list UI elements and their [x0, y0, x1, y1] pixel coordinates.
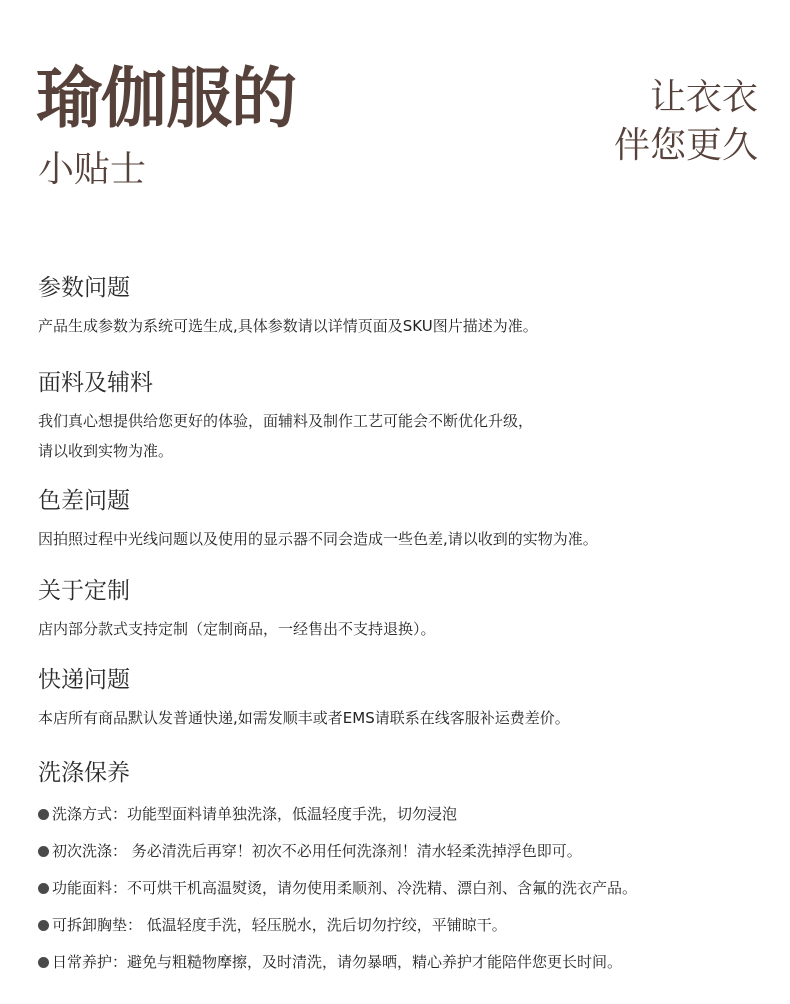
bullet-icon	[38, 920, 49, 931]
section-text: 我们真心想提供给您更好的体验，面辅料及制作工艺可能会不断优化升级，	[38, 412, 534, 430]
slogan-line-1: 让衣衣	[649, 77, 758, 118]
section-heading: 洗涤保养	[38, 760, 130, 786]
bullet-icon	[38, 846, 49, 857]
section-text: 产品生成参数为系统可选生成,具体参数请以详情页面及SKU图片描述为准。	[38, 317, 538, 335]
care-item-text: 功能面料：不可烘干机高温熨烫，请勿使用柔顺剂、冷洗精、漂白剂、含氟的洗衣产品。	[52, 879, 638, 897]
section-shipping	[38, 665, 770, 733]
section-heading: 面料及辅料	[38, 370, 153, 396]
section-heading: 参数问题	[38, 275, 130, 301]
section-care	[38, 758, 770, 981]
care-item-text: 洗涤方式：功能型面料请单独洗涤，低温轻度手洗，切勿浸泡	[52, 805, 458, 823]
slogan-line-2: 伴您更久	[613, 125, 758, 166]
section-text: 店内部分款式支持定制（定制商品，一经售出不支持退换）。	[38, 620, 436, 638]
slogan	[614, 74, 758, 170]
list-item	[38, 796, 770, 833]
care-item-text: 初次洗涤： 务必清洗后再穿！初次不必用任何洗涤剂！清水轻柔洗掉浮色即可。	[52, 842, 582, 860]
care-list	[38, 796, 770, 981]
section-heading: 色差问题	[38, 488, 130, 514]
list-item	[38, 833, 770, 870]
list-item	[38, 870, 770, 907]
list-item	[38, 907, 770, 944]
bullet-icon	[38, 883, 49, 894]
section-heading: 关于定制	[38, 578, 130, 604]
section-text: 本店所有商品默认发普通快递,如需发顺丰或者EMS请联系在线客服补运费差价。	[38, 709, 570, 727]
section-parameters	[38, 273, 770, 341]
section-heading: 快递问题	[38, 667, 130, 693]
list-item	[38, 944, 770, 981]
section-text: 请以收到实物为准。	[38, 442, 174, 460]
bullet-icon	[38, 809, 49, 820]
page-subtitle: 小贴士	[38, 149, 147, 190]
section-fabric	[38, 368, 770, 466]
page-title: 瑜伽服的	[36, 60, 296, 137]
section-text: 因拍照过程中光线问题以及使用的显示器不同会造成一些色差,请以收到的实物为准。	[38, 530, 598, 548]
care-item-text: 日常养护：避免与粗糙物摩擦，及时清洗，请勿暴晒，精心养护才能陪伴您更长时间。	[52, 953, 623, 971]
section-color-difference	[38, 486, 770, 554]
section-customization	[38, 576, 770, 644]
bullet-icon	[38, 957, 49, 968]
care-item-text: 可拆卸胸垫： 低温轻度手洗，轻压脱水，洗后切勿拧绞，平铺晾干。	[52, 916, 507, 934]
